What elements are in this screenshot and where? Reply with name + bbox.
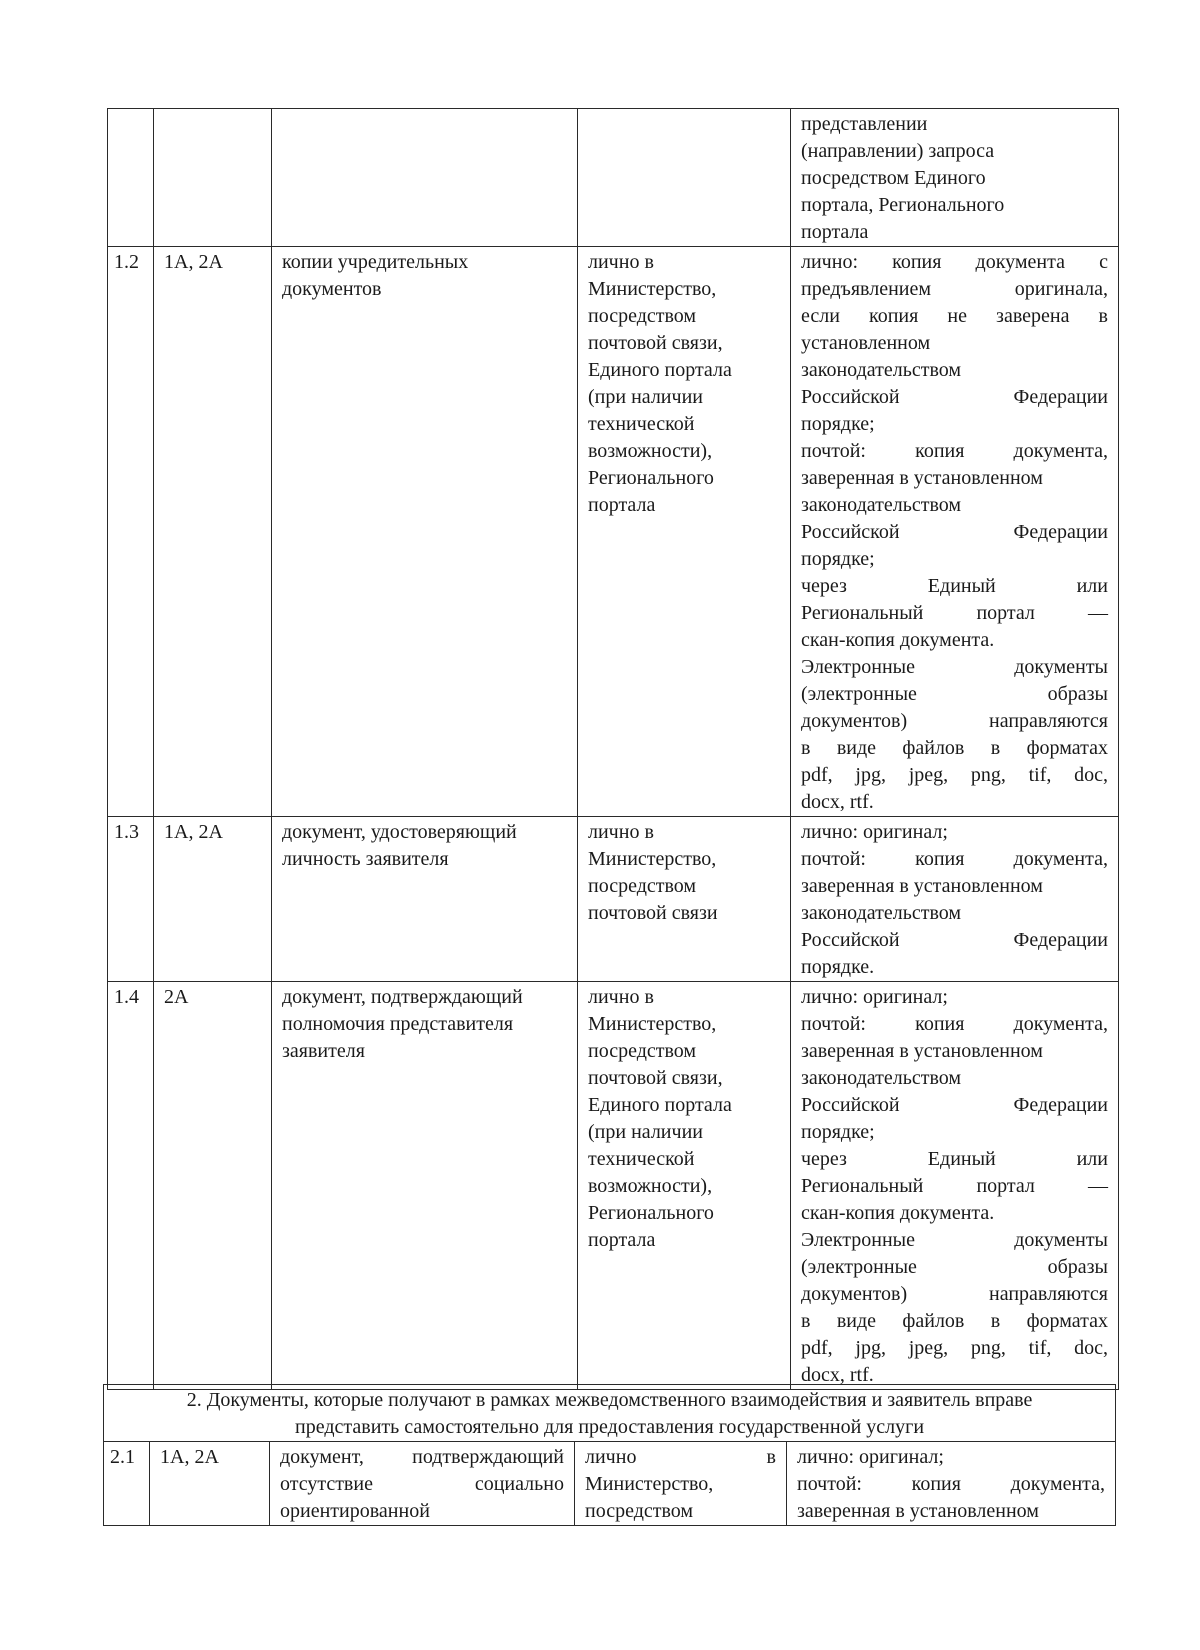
applicant-category: 1А, 2А <box>150 1442 270 1526</box>
submission-form-line: Электронные документы <box>801 656 1108 678</box>
submission-form-line: заверенная в установленном <box>801 467 1043 489</box>
submission-form-line: скан-копия документа. <box>801 629 995 651</box>
applicant-category <box>154 109 272 247</box>
submission-form-line: законодательством <box>801 494 962 516</box>
submission-method-line: Единого портала <box>588 1094 732 1116</box>
submission-method-line: возможности), <box>588 440 713 462</box>
document-name-line: заявителя <box>282 1040 365 1062</box>
submission-method-line: посредством <box>585 1500 694 1522</box>
submission-method-line: портала <box>588 494 656 516</box>
submission-form-line: предъявлением оригинала, <box>801 278 1108 300</box>
submission-form <box>791 982 1119 1390</box>
submission-method-line: Регионального <box>588 1202 714 1224</box>
submission-form-line: Региональный портал — <box>801 602 1108 624</box>
submission-method <box>578 982 791 1390</box>
submission-form-line: представлении <box>801 113 928 135</box>
submission-method-line: технической <box>588 1148 695 1170</box>
submission-form-line: Электронные документы <box>801 1229 1108 1251</box>
submission-method-line: Министерство, <box>588 278 717 300</box>
document-name-line: полномочия представителя <box>282 1013 514 1035</box>
documents-table <box>107 108 1119 1390</box>
applicant-category: 2А <box>154 982 272 1390</box>
document-name-line: ориентированной <box>280 1500 430 1522</box>
submission-form-line: Российской Федерации <box>801 1094 1108 1116</box>
submission-method-line: посредством <box>588 1040 697 1062</box>
submission-form-line: в виде файлов в форматах <box>801 1310 1108 1332</box>
table-row-2-1 <box>104 1442 1116 1526</box>
submission-form-line: заверенная в установленном <box>797 1500 1039 1522</box>
submission-method-line: почтовой связи <box>588 902 718 924</box>
submission-method-line: Министерство, <box>585 1473 714 1495</box>
submission-form-line: Российской Федерации <box>801 521 1108 543</box>
applicant-category: 1А, 2А <box>154 817 272 982</box>
section-2-heading-line-2: представить самостоятельно для предоставления государственной услуги <box>295 1416 925 1438</box>
submission-form-line: порядке; <box>801 548 875 570</box>
submission-form-line: почтой: копия документа, <box>801 440 1108 462</box>
submission-form-line: портала, Регионального <box>801 194 1005 216</box>
document-name-line: отсутствие социально <box>280 1473 564 1495</box>
submission-form-line: docx, rtf. <box>801 1364 874 1386</box>
submission-form-line: лично: копия документа с <box>801 251 1108 273</box>
submission-form-line: посредством Единого <box>801 167 986 189</box>
submission-form-line: лично: оригинал; <box>801 986 948 1008</box>
submission-form-line: pdf, jpg, jpeg, png, tif, doc, <box>801 764 1108 786</box>
submission-form-line: почтой: копия документа, <box>801 1013 1108 1035</box>
document-name-line: документов <box>282 278 382 300</box>
document-name-line: личность заявителя <box>282 848 449 870</box>
document-name <box>272 817 578 982</box>
section-header-row <box>104 1385 1116 1442</box>
document-name <box>272 109 578 247</box>
submission-method-line: почтовой связи, <box>588 332 723 354</box>
documents-table-part2 <box>103 1384 1116 1526</box>
document-name <box>270 1442 575 1526</box>
row-number <box>108 109 154 247</box>
submission-form-line: Региональный портал — <box>801 1175 1108 1197</box>
submission-method-line: возможности), <box>588 1175 713 1197</box>
submission-form-line: в виде файлов в форматах <box>801 737 1108 759</box>
submission-form-line: документов) направляются <box>801 710 1108 732</box>
submission-form-line: законодательством <box>801 359 962 381</box>
submission-form-line: (направлении) запроса <box>801 140 995 162</box>
document-name-line: документ, удостоверяющий <box>282 821 517 843</box>
submission-method-line: портала <box>588 1229 656 1251</box>
submission-form-line: если копия не заверена в <box>801 305 1108 327</box>
applicant-category: 1А, 2А <box>154 247 272 817</box>
submission-form-line: скан-копия документа. <box>801 1202 995 1224</box>
document-name-line: копии учредительных <box>282 251 469 273</box>
submission-method-line: лично в <box>588 821 654 843</box>
row-number: 1.3 <box>108 817 154 982</box>
document-name-line: документ, подтверждающий <box>280 1446 564 1468</box>
submission-form-line: почтой: копия документа, <box>801 848 1108 870</box>
row-number: 2.1 <box>104 1442 150 1526</box>
submission-form-line: через Единый или <box>801 1148 1108 1170</box>
submission-form-line: порядке. <box>801 956 875 978</box>
submission-form-line: портала <box>801 221 869 243</box>
submission-form-line: pdf, jpg, jpeg, png, tif, doc, <box>801 1337 1108 1359</box>
submission-form-line: порядке; <box>801 413 875 435</box>
submission-form-line: лично: оригинал; <box>801 821 948 843</box>
submission-method-line: почтовой связи, <box>588 1067 723 1089</box>
submission-form-line: порядке; <box>801 1121 875 1143</box>
table-row <box>108 109 1119 247</box>
row-number: 1.2 <box>108 247 154 817</box>
submission-form-line: Российской Федерации <box>801 386 1108 408</box>
submission-form-line: заверенная в установленном <box>801 1040 1043 1062</box>
document-name-line: документ, подтверждающий <box>282 986 523 1008</box>
submission-method-line: Регионального <box>588 467 714 489</box>
submission-method-line: лично в <box>585 1446 776 1468</box>
submission-method-line: лично в <box>588 986 654 1008</box>
submission-form-line: (электронные образы <box>801 1256 1108 1278</box>
submission-method <box>578 109 791 247</box>
submission-form <box>791 247 1119 817</box>
submission-method-line: Министерство, <box>588 1013 717 1035</box>
submission-form-line: установленном <box>801 332 931 354</box>
table-row <box>108 817 1119 982</box>
submission-form <box>787 1442 1116 1526</box>
submission-method-line: Единого портала <box>588 359 732 381</box>
submission-form-line: docx, rtf. <box>801 791 874 813</box>
submission-form-line: законодательством <box>801 902 962 924</box>
submission-form-line: Российской Федерации <box>801 929 1108 951</box>
submission-form <box>791 817 1119 982</box>
document-name <box>272 982 578 1390</box>
submission-method <box>575 1442 787 1526</box>
row-number: 1.4 <box>108 982 154 1390</box>
submission-form-line: лично: оригинал; <box>797 1446 944 1468</box>
submission-method-line: (при наличии <box>588 1121 703 1143</box>
section-2-heading <box>104 1385 1116 1442</box>
submission-form-line: законодательством <box>801 1067 962 1089</box>
submission-method-line: посредством <box>588 875 697 897</box>
table-row <box>108 247 1119 817</box>
submission-method-line: посредством <box>588 305 697 327</box>
submission-method <box>578 817 791 982</box>
submission-method-line: лично в <box>588 251 654 273</box>
submission-form-line: документов) направляются <box>801 1283 1108 1305</box>
table-row <box>108 982 1119 1390</box>
submission-method-line: Министерство, <box>588 848 717 870</box>
submission-form-line: заверенная в установленном <box>801 875 1043 897</box>
document-name <box>272 247 578 817</box>
submission-form <box>791 109 1119 247</box>
submission-form-line: почтой: копия документа, <box>797 1473 1106 1495</box>
submission-method-line: технической <box>588 413 695 435</box>
submission-method-line: (при наличии <box>588 386 703 408</box>
submission-form-line: (электронные образы <box>801 683 1108 705</box>
section-2-heading-line-1: 2. Документы, которые получают в рамках межведомственного взаимодействия и заявитель вправе <box>186 1389 1033 1411</box>
submission-method <box>578 247 791 817</box>
submission-form-line: через Единый или <box>801 575 1108 597</box>
